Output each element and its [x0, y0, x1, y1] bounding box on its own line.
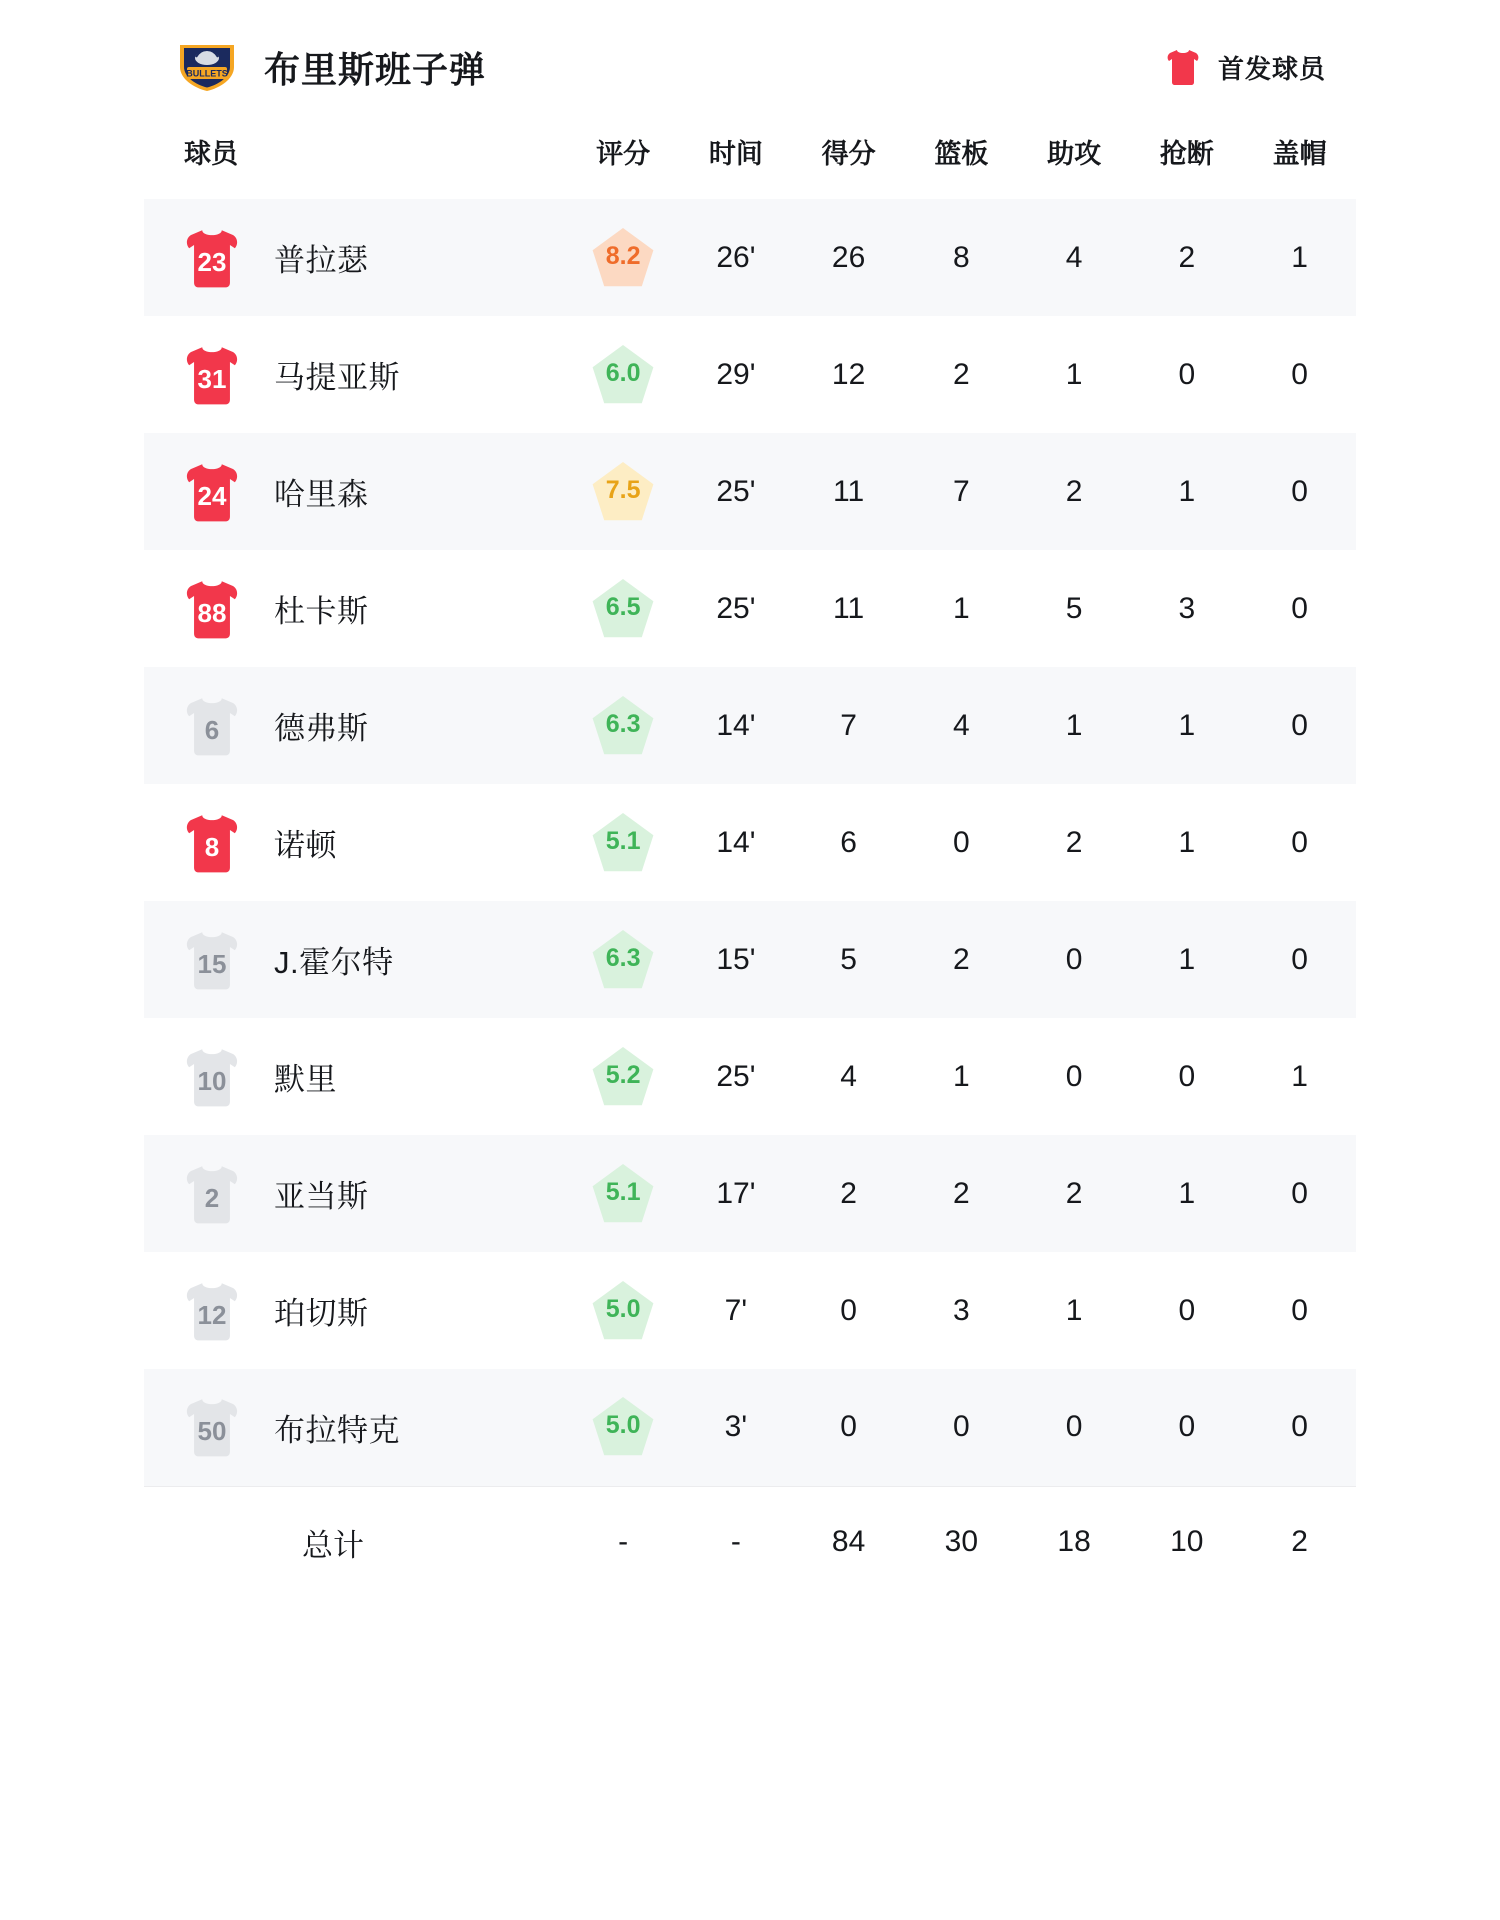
table-row[interactable]	[144, 784, 1356, 901]
cell-player[interactable]	[144, 1369, 567, 1486]
jersey-icon	[184, 1396, 240, 1458]
table-row[interactable]	[144, 550, 1356, 667]
jersey-icon	[184, 227, 240, 289]
cell-player[interactable]	[144, 901, 567, 1018]
cell-steals: 1	[1178, 708, 1196, 742]
cell-rating	[567, 667, 680, 784]
cell-minutes: 14'	[716, 825, 756, 859]
jersey-icon	[184, 812, 240, 874]
rating-value: 6.0	[605, 358, 641, 387]
svg-text:BULLETS: BULLETS	[186, 68, 228, 79]
player-wrap	[184, 1280, 567, 1342]
cell-total-assists: 18	[1057, 1525, 1091, 1559]
cell-blocks: 0	[1291, 942, 1308, 976]
jersey-number: 6	[204, 714, 220, 745]
rating-badge	[589, 342, 657, 408]
table-row[interactable]	[144, 667, 1356, 784]
cell-steals: 1	[1178, 474, 1196, 508]
cell-rebounds: 0	[953, 1410, 970, 1444]
cell-rebounds: 8	[953, 240, 970, 274]
column-header-minutes[interactable]: 时间	[708, 139, 763, 169]
cell-rebounds: 1	[953, 1059, 970, 1093]
player-name[interactable]: 亚当斯	[274, 1179, 369, 1214]
cell-player[interactable]	[144, 316, 567, 433]
jersey-number: 31	[197, 363, 227, 394]
cell-blocks: 0	[1291, 708, 1308, 742]
cell-minutes: 3'	[724, 1410, 748, 1444]
rating-badge	[589, 1394, 657, 1460]
cell-player[interactable]	[144, 199, 567, 316]
player-name[interactable]: 普拉瑟	[274, 243, 369, 278]
rating-value: 5.0	[605, 1411, 641, 1440]
table-head	[144, 110, 1356, 199]
cell-rebounds: 7	[953, 474, 970, 508]
cell-minutes: 14'	[716, 708, 756, 742]
cell-assists: 2	[1065, 1176, 1083, 1210]
rating-value: 5.0	[605, 1294, 641, 1323]
jersey-icon	[184, 461, 240, 523]
cell-rating	[567, 1135, 680, 1252]
jersey-icon	[184, 929, 240, 991]
cell-points: 26	[831, 240, 866, 274]
cell-steals: 3	[1178, 591, 1196, 625]
cell-blocks: 0	[1291, 357, 1308, 391]
cell-points: 7	[840, 708, 857, 742]
cell-assists: 0	[1065, 1410, 1083, 1444]
jersey-number: 24	[197, 480, 227, 511]
cell-total-blocks: 2	[1291, 1525, 1308, 1559]
table-row[interactable]	[144, 1135, 1356, 1252]
cell-blocks: 1	[1291, 240, 1308, 274]
table-row[interactable]	[144, 901, 1356, 1018]
cell-rating	[567, 199, 680, 316]
cell-steals: 0	[1178, 1293, 1196, 1327]
cell-rating	[567, 433, 680, 550]
legend-label: 首发球员	[1217, 53, 1326, 84]
jersey-icon	[1166, 48, 1200, 86]
player-wrap	[184, 1396, 567, 1458]
cell-steals: 0	[1178, 357, 1196, 391]
cell-assists: 1	[1065, 357, 1083, 391]
rating-value: 6.3	[605, 943, 641, 972]
cell-minutes: 25'	[716, 591, 756, 625]
cell-minutes: 25'	[716, 474, 756, 508]
cell-rebounds: 1	[953, 591, 970, 625]
player-wrap	[184, 1046, 567, 1108]
cell-assists: 1	[1065, 1293, 1083, 1327]
jersey-icon	[184, 1163, 240, 1225]
rating-badge	[589, 576, 657, 642]
cell-rating	[567, 1252, 680, 1369]
player-name[interactable]: J.霍尔特	[274, 945, 394, 980]
cell-points: 5	[840, 942, 857, 976]
cell-assists: 2	[1065, 474, 1083, 508]
player-wrap	[184, 227, 567, 289]
player-name[interactable]: 诺顿	[274, 828, 337, 863]
jersey-icon	[184, 578, 240, 640]
table-total-row	[144, 1486, 1356, 1598]
cell-total-steals: 10	[1170, 1525, 1204, 1559]
table-row[interactable]	[144, 199, 1356, 316]
cell-rating	[567, 316, 680, 433]
rating-value: 5.2	[605, 1060, 641, 1089]
column-header-steals[interactable]: 抢断	[1159, 139, 1214, 169]
column-header-assists[interactable]: 助攻	[1047, 139, 1102, 169]
cell-blocks: 0	[1291, 474, 1308, 508]
team-name: 布里斯班子弹	[264, 48, 487, 90]
table-row[interactable]	[144, 1252, 1356, 1369]
table-row[interactable]	[144, 433, 1356, 550]
jersey-icon	[184, 1046, 240, 1108]
player-wrap	[184, 695, 567, 757]
rating-value: 6.3	[605, 709, 641, 738]
rating-badge	[589, 1278, 657, 1344]
player-wrap	[184, 578, 567, 640]
cell-points: 6	[840, 825, 857, 859]
rating-value: 5.1	[605, 826, 641, 855]
cell-rebounds: 0	[953, 825, 970, 859]
cell-blocks: 0	[1291, 1410, 1308, 1444]
cell-blocks: 0	[1291, 1293, 1308, 1327]
cell-total-minutes: -	[730, 1525, 741, 1559]
player-wrap	[184, 461, 567, 523]
column-header-blocks[interactable]: 盖帽	[1272, 139, 1327, 169]
player-wrap	[184, 1163, 567, 1225]
table-header-row	[144, 110, 1356, 199]
cell-player[interactable]	[144, 1135, 567, 1252]
cell-total-rebounds: 30	[944, 1525, 979, 1559]
cell-steals: 1	[1178, 825, 1196, 859]
cell-player[interactable]	[144, 1252, 567, 1369]
column-header-player[interactable]: 球员	[184, 139, 238, 169]
cell-rebounds: 3	[953, 1293, 970, 1327]
cell-points: 0	[840, 1410, 857, 1444]
cell-rebounds: 2	[953, 357, 970, 391]
cell-minutes: 17'	[716, 1176, 756, 1210]
jersey-icon	[184, 344, 240, 406]
cell-minutes: 26'	[716, 240, 756, 274]
team-logo-icon	[176, 41, 238, 93]
cell-total-points: 84	[831, 1525, 866, 1559]
cell-points: 12	[831, 357, 866, 391]
table-body	[144, 199, 1356, 1598]
player-name[interactable]: 杜卡斯	[274, 594, 369, 629]
jersey-icon	[184, 1280, 240, 1342]
cell-rating	[567, 550, 680, 667]
rating-badge	[589, 225, 657, 291]
cell-assists: 1	[1065, 708, 1083, 742]
player-name[interactable]: 马提亚斯	[274, 360, 400, 395]
cell-steals: 2	[1178, 240, 1196, 274]
player-name[interactable]: 珀切斯	[274, 1296, 369, 1331]
cell-player[interactable]	[144, 784, 567, 901]
cell-assists: 2	[1065, 825, 1083, 859]
cell-assists: 0	[1065, 942, 1083, 976]
player-name[interactable]: 德弗斯	[274, 711, 369, 746]
cell-rebounds: 2	[953, 1176, 970, 1210]
legend-starter	[1166, 48, 1326, 86]
cell-minutes: 29'	[716, 357, 756, 391]
jersey-icon	[184, 695, 240, 757]
player-wrap	[184, 929, 567, 991]
cell-minutes: 25'	[716, 1059, 756, 1093]
jersey-number: 15	[197, 948, 227, 979]
cell-points: 2	[840, 1176, 857, 1210]
player-wrap	[184, 344, 567, 406]
jersey-number: 23	[197, 246, 227, 277]
cell-steals: 0	[1178, 1059, 1196, 1093]
cell-rating	[567, 1018, 680, 1135]
cell-total-label	[144, 1486, 567, 1598]
cell-total-rating: -	[618, 1525, 629, 1559]
rating-badge	[589, 927, 657, 993]
panel-header	[144, 24, 1356, 110]
jersey-number: 2	[204, 1182, 220, 1213]
cell-player[interactable]	[144, 433, 567, 550]
cell-rebounds: 2	[953, 942, 970, 976]
jersey-number: 88	[197, 597, 227, 628]
player-name[interactable]: 哈里森	[274, 477, 369, 512]
cell-blocks: 1	[1291, 1059, 1308, 1093]
table-row[interactable]	[144, 316, 1356, 433]
table-row[interactable]	[144, 1369, 1356, 1486]
cell-minutes: 7'	[724, 1293, 748, 1327]
rating-badge	[589, 459, 657, 525]
cell-player[interactable]	[144, 550, 567, 667]
cell-rating	[567, 1369, 680, 1486]
rating-value: 5.1	[605, 1177, 641, 1206]
cell-assists: 4	[1065, 240, 1083, 274]
rating-value: 8.2	[605, 241, 641, 270]
cell-assists: 0	[1065, 1059, 1083, 1093]
jersey-number: 8	[204, 831, 220, 862]
cell-steals: 1	[1178, 942, 1196, 976]
rating-badge	[589, 693, 657, 759]
player-name[interactable]: 布拉特克	[274, 1412, 400, 1448]
cell-minutes: 15'	[716, 942, 756, 976]
cell-points: 0	[840, 1293, 857, 1327]
rating-value: 7.5	[605, 475, 641, 504]
jersey-number: 50	[197, 1416, 227, 1447]
cell-player[interactable]	[144, 667, 567, 784]
player-stats-table	[144, 110, 1356, 1598]
cell-points: 11	[833, 591, 865, 625]
total-label: 总计	[302, 1527, 364, 1563]
cell-rating	[567, 901, 680, 1018]
rating-badge	[589, 810, 657, 876]
cell-points: 11	[833, 474, 865, 508]
column-header-rating[interactable]: 评分	[596, 139, 651, 169]
player-wrap	[184, 812, 567, 874]
jersey-number: 12	[197, 1299, 227, 1330]
column-header-points[interactable]: 得分	[821, 139, 876, 169]
cell-blocks: 0	[1291, 591, 1308, 625]
cell-rebounds: 4	[953, 708, 970, 742]
rating-badge	[589, 1161, 657, 1227]
cell-player[interactable]	[144, 1018, 567, 1135]
rating-badge	[589, 1044, 657, 1110]
cell-assists: 5	[1065, 591, 1083, 625]
rating-value: 6.5	[605, 592, 641, 621]
player-name[interactable]: 默里	[274, 1062, 337, 1097]
column-header-rebounds[interactable]: 篮板	[934, 139, 989, 169]
cell-blocks: 0	[1291, 825, 1308, 859]
cell-rating	[567, 784, 680, 901]
jersey-number: 10	[197, 1065, 227, 1096]
table-row[interactable]	[144, 1018, 1356, 1135]
cell-steals: 0	[1178, 1410, 1196, 1444]
cell-steals: 1	[1178, 1176, 1196, 1210]
cell-points: 4	[840, 1059, 857, 1093]
cell-blocks: 0	[1291, 1176, 1308, 1210]
player-stats-panel	[144, 0, 1356, 1598]
